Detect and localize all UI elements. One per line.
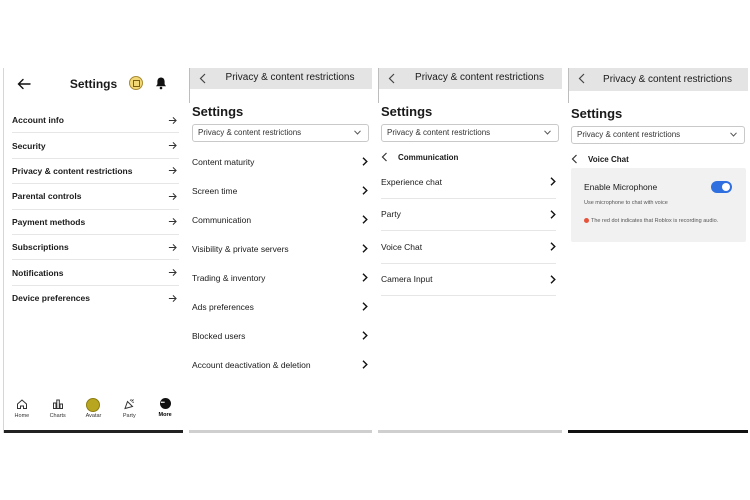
menu-item-label: Party bbox=[381, 209, 401, 220]
chevron-left-icon bbox=[571, 154, 578, 164]
arrow-right-icon bbox=[168, 217, 177, 226]
arrow-right-icon bbox=[168, 166, 177, 175]
chevron-right-icon bbox=[362, 331, 368, 340]
menu-item-voice-chat[interactable] bbox=[381, 231, 556, 264]
chevron-right-icon bbox=[550, 275, 556, 284]
settings-item-label: Parental controls bbox=[12, 191, 82, 202]
menu-item-label: Communication bbox=[192, 214, 252, 225]
settings-item-notifications[interactable] bbox=[12, 260, 179, 285]
header-strip bbox=[378, 68, 562, 89]
menu-item-label: Voice Chat bbox=[381, 241, 423, 252]
menu-item-label: Ads preferences bbox=[192, 301, 254, 312]
privacy-menu bbox=[192, 147, 368, 379]
settings-list bbox=[12, 108, 179, 311]
menu-item-label: Blocked users bbox=[192, 330, 246, 341]
section-title: Voice Chat bbox=[588, 154, 629, 164]
chevron-right-icon bbox=[362, 244, 368, 253]
chevron-right-icon bbox=[550, 177, 556, 186]
chevron-down-icon bbox=[544, 130, 551, 135]
tab-label: Charts bbox=[49, 413, 66, 419]
chevron-left-icon bbox=[381, 152, 388, 162]
settings-panel bbox=[3, 68, 183, 433]
red-dot-icon bbox=[584, 218, 589, 223]
chevron-right-icon bbox=[362, 302, 368, 311]
robux-icon[interactable] bbox=[129, 76, 143, 90]
option-title: Enable Microphone bbox=[584, 182, 658, 192]
category-dropdown[interactable] bbox=[381, 124, 559, 142]
page-title: Settings bbox=[571, 106, 623, 121]
arrow-right-icon bbox=[168, 141, 177, 150]
page-title: Settings bbox=[192, 104, 244, 119]
chevron-left-icon[interactable] bbox=[198, 73, 208, 84]
voice-chat-panel bbox=[568, 68, 748, 433]
settings-item-label: Security bbox=[12, 140, 46, 151]
menu-item-ads-preferences[interactable] bbox=[192, 292, 368, 321]
chevron-right-icon bbox=[550, 210, 556, 219]
menu-item-trading[interactable] bbox=[192, 263, 368, 292]
tab-label: Home bbox=[14, 413, 30, 419]
header-title: Privacy & content restrictions bbox=[225, 72, 355, 83]
menu-item-label: Account deactivation & deletion bbox=[192, 359, 311, 370]
settings-item-label: Device preferences bbox=[12, 293, 90, 304]
header-title: Privacy & content restrictions bbox=[603, 74, 732, 85]
settings-item-privacy[interactable] bbox=[12, 159, 179, 184]
settings-item-label: Notifications bbox=[12, 267, 64, 278]
more-icon bbox=[160, 398, 171, 409]
category-dropdown[interactable] bbox=[192, 124, 369, 142]
home-icon bbox=[16, 398, 28, 410]
tab-home[interactable] bbox=[5, 398, 39, 428]
arrow-right-icon bbox=[168, 192, 177, 201]
chevron-right-icon bbox=[550, 242, 556, 251]
arrow-right-icon bbox=[168, 116, 177, 125]
menu-item-party[interactable] bbox=[381, 199, 556, 232]
category-dropdown[interactable] bbox=[571, 126, 745, 144]
microphone-toggle[interactable] bbox=[711, 181, 732, 193]
home-indicator bbox=[378, 430, 562, 433]
party-icon bbox=[123, 398, 135, 410]
chevron-right-icon bbox=[362, 186, 368, 195]
page-title: Settings bbox=[69, 77, 118, 91]
tab-label: Party bbox=[122, 413, 136, 419]
dropdown-value: Privacy & content restrictions bbox=[198, 128, 302, 137]
dropdown-value: Privacy & content restrictions bbox=[577, 130, 681, 139]
avatar-icon bbox=[86, 398, 100, 412]
menu-item-label: Content maturity bbox=[192, 156, 255, 167]
settings-header bbox=[4, 68, 183, 100]
dropdown-value: Privacy & content restrictions bbox=[387, 128, 491, 137]
settings-item-parental-controls[interactable] bbox=[12, 184, 179, 209]
tab-avatar[interactable] bbox=[76, 398, 110, 428]
chevron-right-icon bbox=[362, 215, 368, 224]
page-title: Settings bbox=[381, 104, 433, 119]
header-title: Privacy & content restrictions bbox=[415, 72, 544, 83]
settings-item-label: Account info bbox=[12, 115, 64, 126]
menu-item-visibility[interactable] bbox=[192, 234, 368, 263]
menu-item-account-deactivation[interactable] bbox=[192, 350, 368, 379]
chevron-right-icon bbox=[362, 360, 368, 369]
divider bbox=[378, 89, 379, 103]
bottom-tab-bar bbox=[4, 398, 183, 428]
recording-note-text: The red dot indicates that Roblox is recording audio. bbox=[591, 218, 719, 224]
tab-label: More bbox=[158, 412, 172, 418]
chevron-left-icon[interactable] bbox=[387, 73, 397, 84]
divider bbox=[568, 89, 569, 103]
menu-item-experience-chat[interactable] bbox=[381, 166, 556, 199]
recording-note bbox=[584, 217, 724, 225]
settings-item-account-info[interactable] bbox=[12, 108, 179, 133]
home-indicator bbox=[568, 430, 748, 433]
microphone-setting-card bbox=[571, 168, 746, 242]
menu-item-communication[interactable] bbox=[192, 205, 368, 234]
divider bbox=[189, 89, 190, 103]
menu-item-label: Visibility & private servers bbox=[192, 243, 289, 254]
settings-item-subscriptions[interactable] bbox=[12, 235, 179, 260]
communication-panel bbox=[378, 68, 562, 433]
chevron-right-icon bbox=[362, 157, 368, 166]
arrow-right-icon bbox=[168, 294, 177, 303]
menu-item-screen-time[interactable] bbox=[192, 176, 368, 205]
menu-item-label: Experience chat bbox=[381, 176, 442, 187]
header-strip bbox=[568, 68, 748, 91]
settings-item-device-preferences[interactable] bbox=[12, 286, 179, 311]
menu-item-content-maturity[interactable] bbox=[192, 147, 368, 176]
chevron-right-icon bbox=[362, 273, 368, 282]
charts-icon bbox=[52, 398, 64, 410]
menu-item-label: Camera Input bbox=[381, 274, 433, 285]
home-indicator bbox=[4, 430, 183, 433]
option-subtitle: Use microphone to chat with voice bbox=[584, 200, 668, 206]
settings-item-label: Subscriptions bbox=[12, 242, 69, 253]
chevron-down-icon bbox=[354, 130, 361, 135]
menu-item-camera-input[interactable] bbox=[381, 264, 556, 297]
tab-party[interactable] bbox=[112, 398, 146, 428]
tab-label: Avatar bbox=[85, 413, 102, 419]
menu-item-blocked-users[interactable] bbox=[192, 321, 368, 350]
arrow-right-icon bbox=[168, 268, 177, 277]
settings-item-security[interactable] bbox=[12, 133, 179, 158]
chevron-down-icon bbox=[730, 132, 737, 137]
arrow-right-icon bbox=[168, 243, 177, 252]
home-indicator bbox=[189, 430, 372, 433]
header-strip bbox=[189, 68, 372, 89]
menu-item-label: Screen time bbox=[192, 185, 238, 196]
chevron-left-icon[interactable] bbox=[577, 73, 587, 84]
section-back-button[interactable] bbox=[381, 150, 458, 164]
tab-charts[interactable] bbox=[41, 398, 75, 428]
settings-item-label: Payment methods bbox=[12, 216, 86, 227]
tab-more[interactable] bbox=[148, 398, 182, 428]
communication-menu bbox=[381, 166, 556, 296]
settings-item-label: Privacy & content restrictions bbox=[12, 165, 133, 176]
settings-item-payment-methods[interactable] bbox=[12, 210, 179, 235]
privacy-panel bbox=[189, 68, 372, 433]
menu-item-label: Trading & inventory bbox=[192, 272, 266, 283]
section-back-button[interactable] bbox=[571, 152, 629, 166]
section-title: Communication bbox=[398, 152, 459, 162]
bell-icon[interactable] bbox=[154, 76, 168, 90]
